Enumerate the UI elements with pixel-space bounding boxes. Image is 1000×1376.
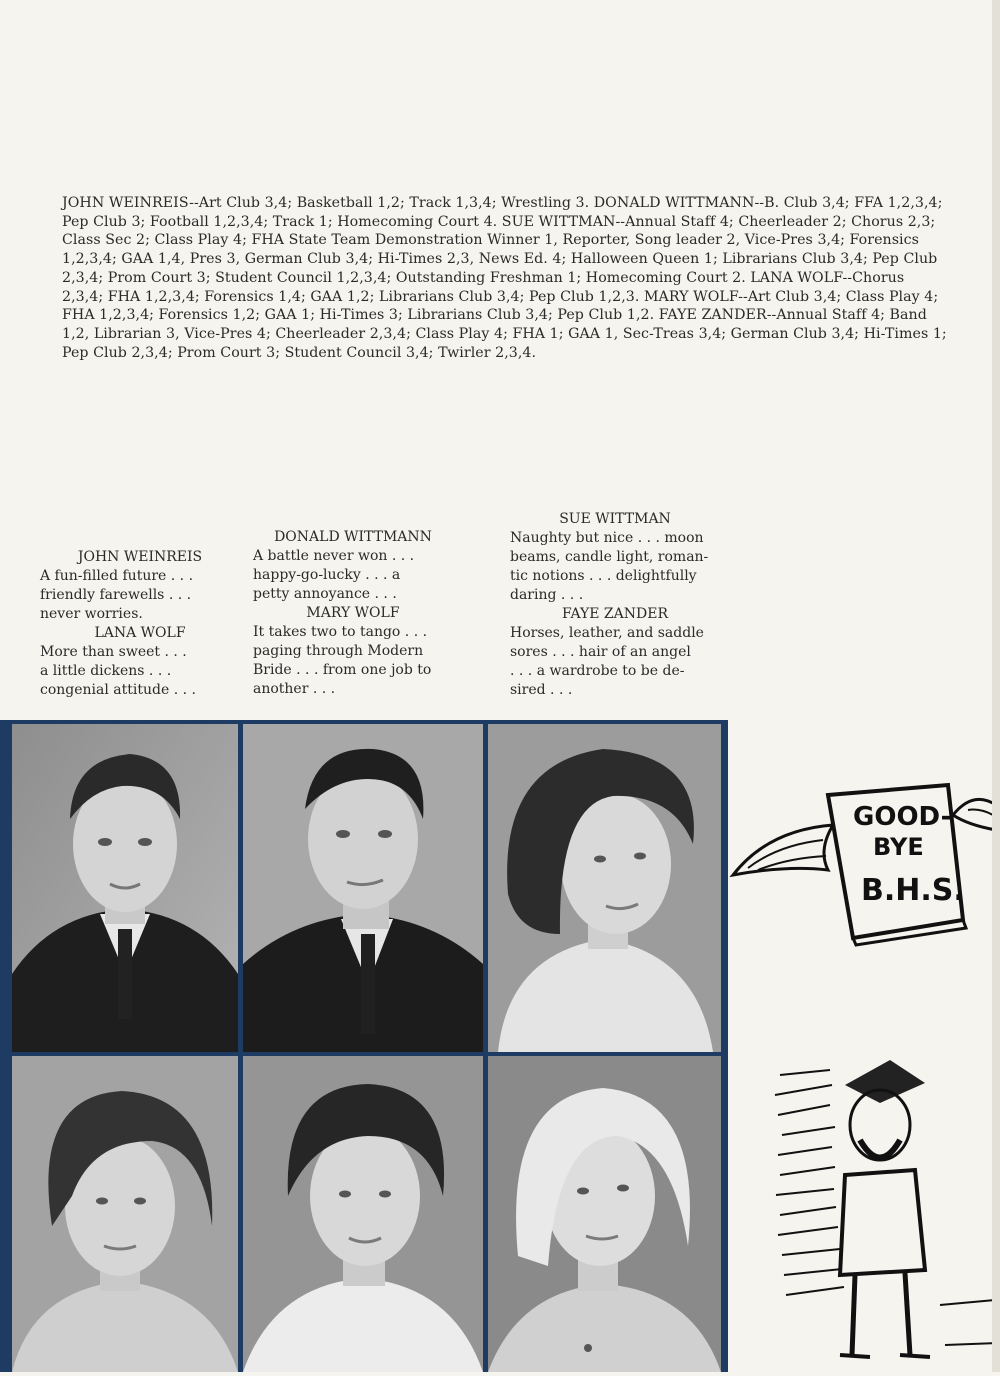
- caption-name-faye-zander: FAYE ZANDER: [561, 606, 669, 622]
- caption-line: beams, candle light, roman-: [510, 549, 709, 565]
- caption-name-john-weinreis: JOHN WEINREIS: [77, 549, 203, 565]
- caption-line: sired . . .: [510, 682, 573, 698]
- caption-column-2: [253, 528, 453, 699]
- caption-line: . . . a wardrobe to be de-: [510, 663, 685, 679]
- book-text-line2: BYE: [873, 833, 924, 861]
- caption-line: happy-go-lucky . . . a: [253, 567, 401, 583]
- book-text-line3: B.H.S.: [861, 873, 965, 908]
- caption-line: tic notions . . . delightfully: [510, 568, 697, 584]
- caption-name-donald-wittmann: DONALD WITTMANN: [274, 529, 432, 545]
- caption-line: a little dickens . . .: [40, 663, 172, 679]
- caption-line: A fun-filled future . . .: [40, 568, 194, 584]
- caption-line: sores . . . hair of an angel: [510, 644, 691, 660]
- caption-column-3: [510, 510, 720, 700]
- caption-line: It takes two to tango . . .: [253, 624, 428, 640]
- caption-name-mary-wolf: MARY WOLF: [306, 605, 400, 621]
- caption-line: Naughty but nice . . . moon: [510, 530, 704, 546]
- goodbye-book-doodle: [728, 770, 1000, 960]
- caption-line: Horses, leather, and saddle: [510, 625, 704, 641]
- caption-line: A battle never won . . .: [253, 548, 415, 564]
- caption-line: congenial attitude . . .: [40, 682, 196, 698]
- caption-line: paging through Modern: [253, 643, 424, 659]
- caption-line: another . . .: [253, 681, 336, 697]
- graduate-figure-doodle: [760, 1055, 1000, 1372]
- caption-line: petty annoyance . . .: [253, 586, 397, 602]
- portrait-sue-wittman: [488, 724, 721, 1052]
- caption-line: More than sweet . . .: [40, 644, 187, 660]
- portrait-mary-wolf: [243, 1056, 483, 1372]
- caption-line: Bride . . . from one job to: [253, 662, 432, 678]
- caption-name-sue-wittman: SUE WITTMAN: [559, 511, 671, 527]
- page-edge: [992, 0, 1000, 1372]
- caption-line: never worries.: [40, 606, 143, 622]
- portrait-donald-wittmann: [243, 724, 483, 1052]
- portrait-john-weinreis: [12, 724, 238, 1052]
- caption-line: friendly farewells . . .: [40, 587, 192, 603]
- senior-activities-paragraph: JOHN WEINREIS--Art Club 3,4; Basketball 1,2; Track 1,3,4; Wrestling 3. DONALD WITTMANN--B. Club 3,4; FFA 1,2,3,4; Pep Club 3; Football 1,2,3,4; Track 1; Homecoming Court 4. SUE WITTMAN--Annual Staff 4; Cheerleader 2; Chorus 2,3; Class Sec 2; Class Play 4; FHA State Team Demonstration Winner 1, Reporter, Song leader 2, Vice-Pres 3,4; Forensics 1,2,3,4; GAA 1,4, Pres 3, German Club 3,4; Hi-Times 2,3, News Ed. 4; Halloween Queen 1; Librarians Club 3,4; Pep Club 2,3,4; Prom Court 3; Student Council 1,2,3,4; Outstanding Freshman 1; Homecoming Court 2. LANA WOLF--Chorus 2,3,4; FHA 1,2,3,4; Forensics 1,4; GAA 1,2; Librarians Club 3,4; Pep Club 1,2,3. MARY WOLF--Art Club 3,4; Class Play 4; FHA 1,2,3,4; Forensics 1,2; GAA 1; Hi-Times 3; Librarians Club 3,4; Pep Club 1,2. FAYE ZANDER--Annual Staff 4; Band 1,2, Librarian 3, Vice-Pres 4; Cheerleader 2,3,4; Class Play 4; FHA 1; GAA 1, Sec-Treas 3,4; German Club 3,4; Hi-Times 1; Pep Club 2,3,4; Prom Court 3; Student Council 3,4; Twirler 2,3,4.: [62, 195, 947, 361]
- caption-name-lana-wolf: LANA WOLF: [94, 625, 186, 641]
- caption-line: daring . . .: [510, 587, 584, 603]
- portrait-faye-zander: [488, 1056, 721, 1372]
- book-text-line1: GOOD-: [853, 802, 952, 832]
- portrait-lana-wolf: [12, 1056, 238, 1372]
- caption-column-1: [40, 548, 240, 700]
